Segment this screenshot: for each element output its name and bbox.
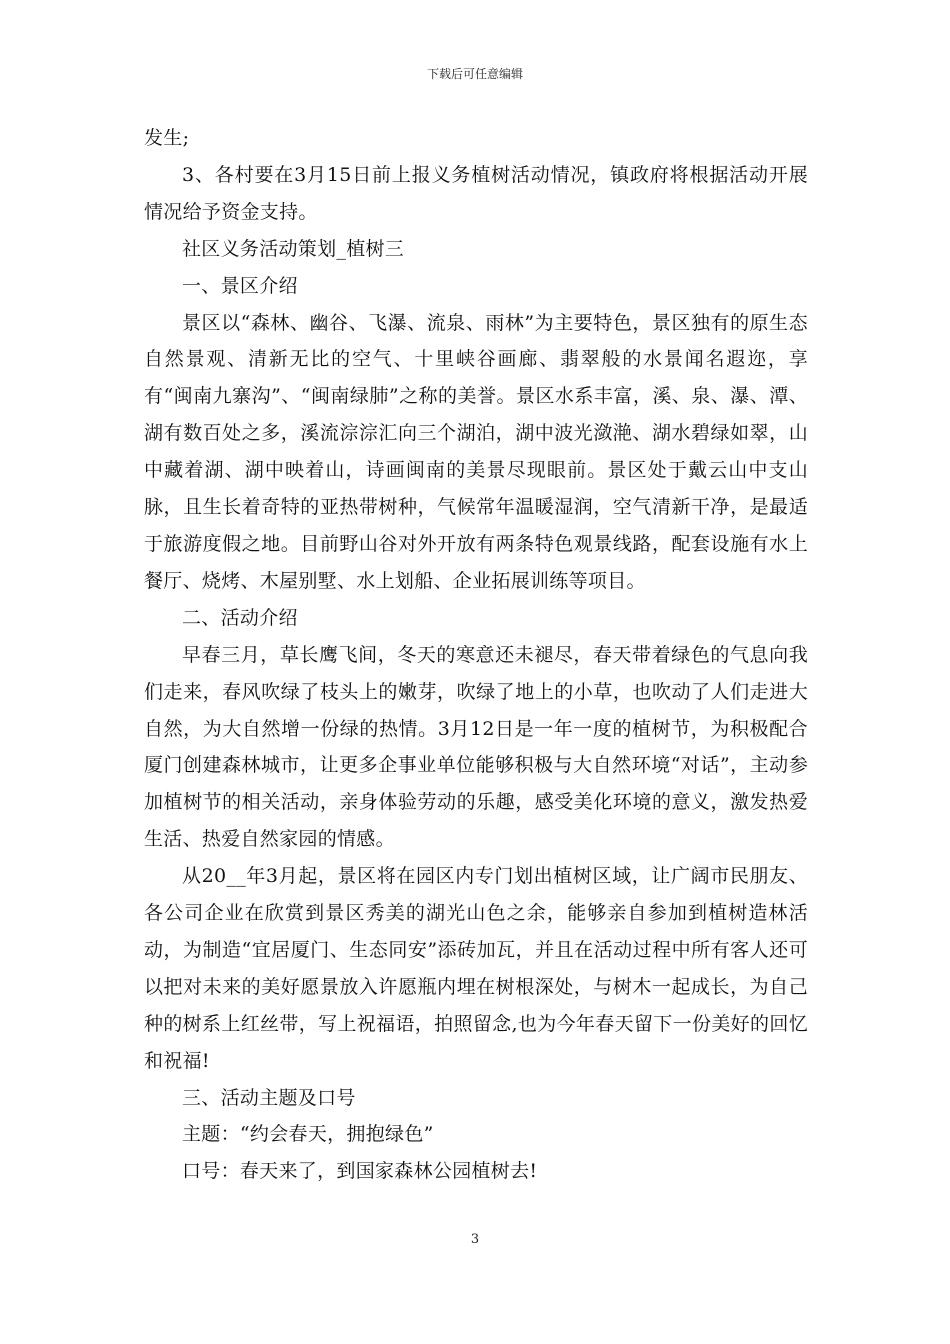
heading-scenic-intro: 一、景区介绍 bbox=[182, 274, 298, 297]
paragraph-continuation: 发生; bbox=[144, 127, 190, 149]
paragraph-scenic-intro: 景区以“森林、幽谷、飞瀑、流泉、雨林”为主要特色，景区独有的原生态自然景观、清新无比的空气、十里峡谷画廊、翡翠般的水景闻名遐迩，享有“闽南九寨沟”、“闽南绿肺”之称的美誉。景区水系丰富，溪、泉、瀑、潭、湖有数百处之多，溪流淙淙汇向三个湖泊，湖中波光潋滟、湖水碧绿如翠，山中藏着湖、湖中映着山，诗画闽南的美景尽现眼前。景区处于戴云山中支山脉，且生长着奇特的亚热带树种，气候常年温暖湿润，空气清新干净，是最适于旅游度假之地。目前野山谷对外开放有两条特色观景线路，配套设施有水上餐厅、烧烤、木屋别墅、水上划船、企业拓展训练等项目。 bbox=[144, 311, 808, 592]
paragraph-item-3: 3、各村要在3月15日前上报义务植树活动情况，镇政府将根据活动开展情况给予资金支持。 bbox=[144, 163, 808, 223]
page-number: 3 bbox=[470, 1232, 480, 1247]
document-body bbox=[144, 120, 808, 1190]
page-header: 下载后可任意编辑 bbox=[426, 67, 523, 81]
paragraph-slogan: 口号：春天来了，到国家森林公园植树去! bbox=[182, 1160, 538, 1183]
paragraph-activity-intro: 早春三月，草长鹰飞间，冬天的寒意还未褪尽，春天带着绿色的气息向我们走来，春风吹绿了枝头上的嫩芽，吹绿了地上的小草，也吹动了人们走进大自然，为大自然增一份绿的热情。3月12日是一年一度的植树节，为积极配合厦门创建森林城市，让更多企事业单位能够积极与大自然环境“对话”，主动参加植树节的相关活动，亲身体验劳动的乐趣，感受美化环境的意义，激发热爱生活、热爱自然家园的情感。 bbox=[144, 643, 808, 851]
paragraph-activity-plan: 从20__年3月起，景区将在园区内专门划出植树区域，让广阔市民朋友、各公司企业在欣赏到景区秀美的湖光山色之余，能够亲自参加到植树造林活动，为制造“宜居厦门、生态同安”添砖加瓦，并且在活动过程中所有客人还可以把对未来的美好愿景放入许愿瓶内埋在树根深处，与树木一起成长，为自己种的树系上红丝带，写上祝福语，拍照留念,也为今年春天留下一份美好的回忆和祝福! bbox=[144, 865, 808, 1072]
section-title: 社区义务活动策划_植树三 bbox=[182, 237, 405, 260]
heading-theme-slogan: 三、活动主题及口号 bbox=[182, 1086, 356, 1109]
heading-activity-intro: 二、活动介绍 bbox=[182, 606, 298, 629]
paragraph-theme: 主题：“约会春天，拥抱绿色” bbox=[182, 1123, 434, 1146]
